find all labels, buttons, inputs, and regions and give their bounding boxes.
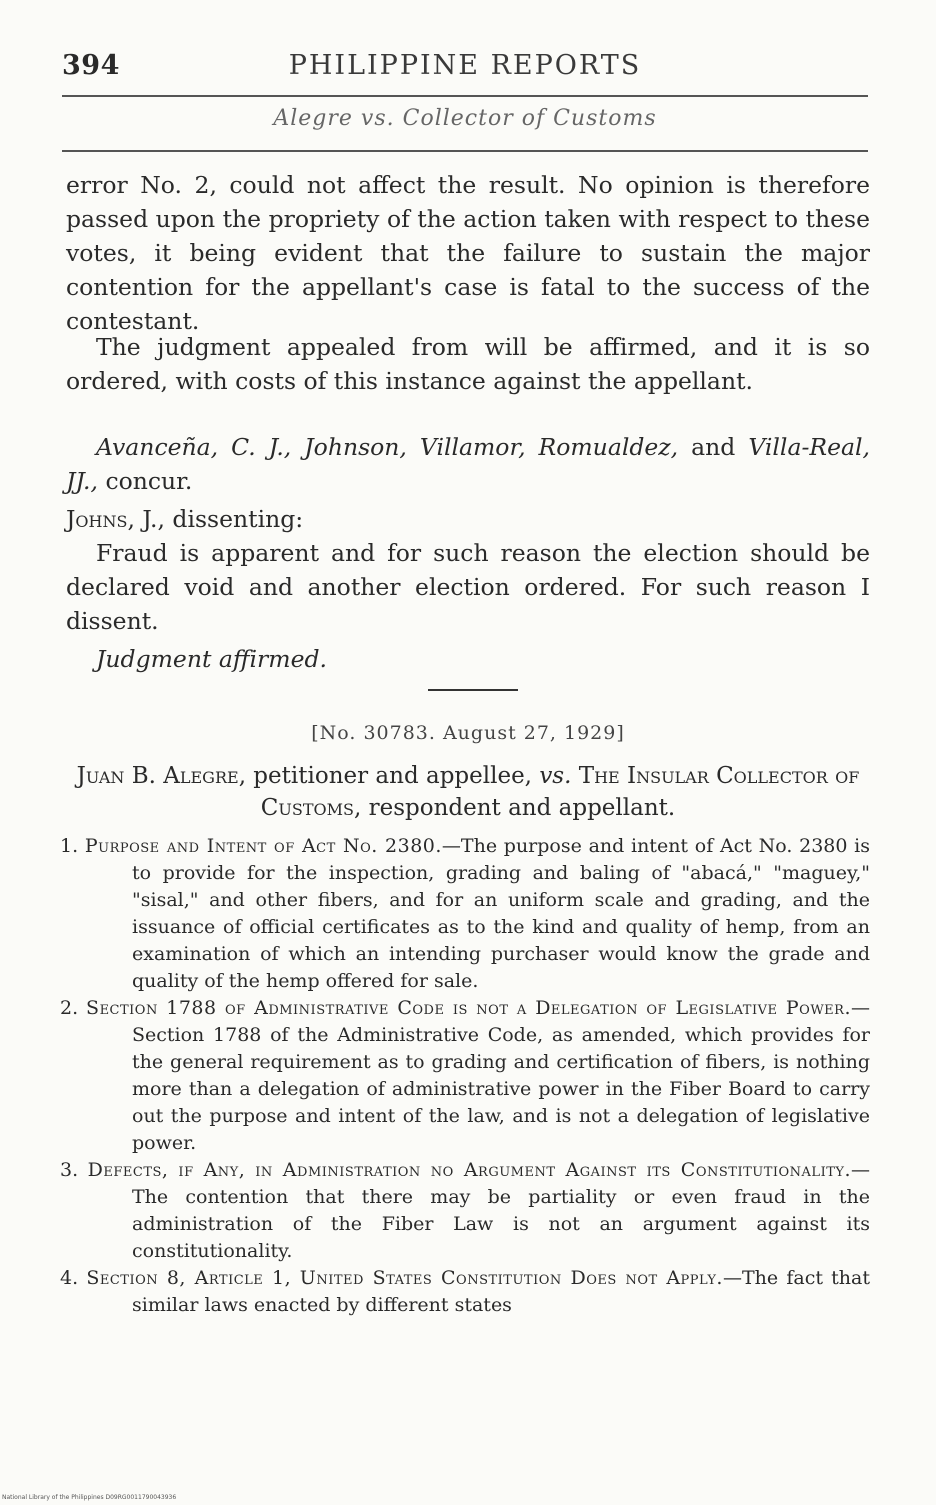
paragraph-concurrence [66,430,870,498]
scan-footer: National Library of the Philippines D09RG0011790043936 [2,1494,177,1501]
concur-text: concur. [97,467,193,495]
petitioner-name: Juan B. Alegre [76,763,239,789]
concurring-justices: Avanceña, C. J., Johnson, Villamor, Romualdez, [96,433,679,461]
respondent-role: , respondent and appellant. [353,795,676,821]
syllabus-number: 3. [60,1159,88,1181]
syllabus-text: —The fact that similar laws enacted by different states [132,1267,870,1316]
versus: vs. [539,763,572,789]
paragraph-continued: error No. 2, could not affect the result. No opinion is therefore passed upon the propriety of the action taken with respect to these votes, it being evident that the failure to sustain the major contention for the appellant's case is fatal to the success of the contestant. [66,171,870,335]
syllabus-text: —The purpose and intent of Act No. 2380 is to provide for the inspection, grading and baling of "abacá," "maguey," "sisal," and other fibers, and for an uniform scale and grading, and the issuance of official certificates as to the kind and quality of hemp, from an examination of which an intending purchaser would know the grade and quality of the hemp offered for sale. [132,835,871,992]
syllabus-item [60,995,870,1157]
petitioner-role: , petitioner and appellee, [238,763,540,789]
syllabus-heading: Section 1788 of Administrative Code is not a Delegation of Legislative Power. [86,997,851,1019]
dissent-label: , J., dissenting: [127,505,304,533]
dissent-heading [66,502,870,536]
syllabus-item [60,833,870,995]
syllabus-text: —The contention that there may be partiality or even fraud in the administration of the Fiber Law is not an argument against its constitutionality. [132,1159,870,1262]
judgment-affirmed: Judgment affirmed. [96,645,327,673]
syllabus-number: 4. [60,1267,87,1289]
section-divider [428,689,518,691]
syllabus-item [60,1157,870,1265]
page-number: 394 [62,50,120,81]
respondent-name: The Insular Collector of Customs [260,763,860,821]
dissenting-justice: Johns [66,505,128,533]
docket-number: [No. 30783. August 27, 1929] [311,722,625,744]
paragraph-dissent: Fraud is apparent and for such reason the election should be declared void and another election ordered. For such reason I dissent. [66,539,870,635]
case-caption: Alegre vs. Collector of Customs [273,106,657,131]
syllabus-number: 1. [60,835,85,857]
case-parties [66,760,870,824]
syllabus-text: —Section 1788 of the Administrative Code, as amended, which provides for the general requirement as to grading and certification of fibers, is nothing more than a delegation of administrative power in the Fiber Board to carry out the purpose and intent of the law, and is not a delegation of legislative power. [132,997,870,1154]
running-title: PHILIPPINE REPORTS [288,50,642,81]
syllabus [60,833,870,1319]
concurring-justices-2: Villa-Real, JJ., [66,433,870,495]
header-rule-bottom [62,150,868,152]
syllabus-number: 2. [60,997,87,1019]
page-header [62,50,868,84]
header-rule-top [62,95,868,97]
syllabus-heading: Section 8, Article 1, United States Constitution Does not Apply. [86,1267,723,1289]
syllabus-item [60,1265,870,1319]
paragraph-judgment: The judgment appealed from will be affirmed, and it is so ordered, with costs of this instance against the appellant. [66,333,870,395]
concur-and: and [678,433,749,461]
syllabus-heading: Defects, if Any, in Administration no Argument Against its Constitutionality. [87,1159,851,1181]
syllabus-heading: Purpose and Intent of Act No. 2380. [84,835,442,857]
